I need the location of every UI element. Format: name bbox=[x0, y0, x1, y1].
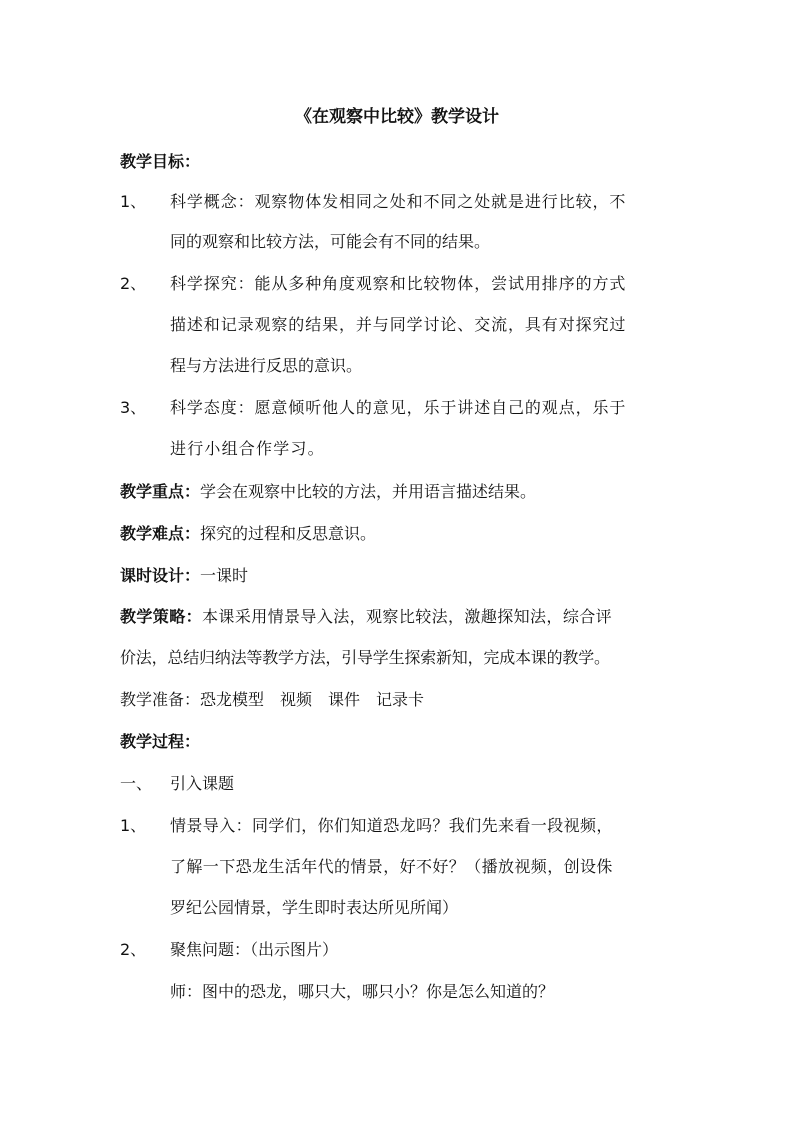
process-heading: 教学过程： bbox=[120, 732, 201, 751]
difficulty-label: 教学难点： bbox=[120, 524, 201, 543]
step-1-line-2: 了解一下恐龙生活年代的情景，好不好？（播放视频，创设侏 bbox=[170, 857, 613, 876]
objective-1-line-1: 科学概念：观察物体发相同之处和不同之处就是进行比较，不 bbox=[170, 192, 627, 211]
objective-2-line-2: 描述和记录观察的结果，并与同学讨论、交流，具有对探究过 bbox=[170, 315, 627, 334]
section-1-title: 引入课题 bbox=[170, 774, 235, 793]
strategy-line-1 bbox=[120, 605, 612, 629]
step-2-number: 2、 bbox=[120, 940, 147, 959]
section-1-number: 一、 bbox=[120, 774, 153, 793]
class-hours-text: 一课时 bbox=[200, 566, 249, 585]
preparation: 教学准备：恐龙模型 视频 课件 记录卡 bbox=[120, 690, 425, 709]
step-1-number: 1、 bbox=[120, 816, 147, 835]
strategy-text-1: 本课采用情景导入法，观察比较法，激趣探知法，综合评 bbox=[202, 607, 613, 626]
difficulty-text: 探究的过程和反思意识。 bbox=[200, 524, 377, 543]
step-2-line-2: 师：图中的恐龙，哪只大，哪只小？你是怎么知道的？ bbox=[170, 982, 555, 1001]
objective-2-line-1: 科学探究：能从多种角度观察和比较物体，尝试用排序的方式 bbox=[170, 274, 627, 293]
key-point bbox=[120, 480, 536, 504]
objective-2-number: 2、 bbox=[120, 274, 147, 293]
key-point-text: 学会在观察中比较的方法，并用语言描述结果。 bbox=[200, 482, 537, 501]
objective-1-number: 1、 bbox=[120, 192, 147, 211]
step-1-line-3: 罗纪公园情景，学生即时表达所见所闻） bbox=[170, 898, 459, 917]
step-2-line-1: 聚焦问题：（出示图片） bbox=[170, 940, 339, 959]
class-hours bbox=[120, 564, 248, 588]
step-1-line-1: 情景导入：同学们，你们知道恐龙吗？我们先来看一段视频， bbox=[170, 816, 613, 835]
objectives-heading: 教学目标： bbox=[120, 152, 201, 171]
objective-3-line-1: 科学态度：愿意倾听他人的意见，乐于讲述自己的观点，乐于 bbox=[170, 398, 627, 417]
key-point-label: 教学重点： bbox=[120, 482, 201, 501]
objective-2-line-3: 程与方法进行反思的意识。 bbox=[170, 356, 363, 375]
strategy-line-2: 价法，总结归纳法等教学方法，引导学生探索新知，完成本课的教学。 bbox=[120, 648, 610, 667]
class-hours-label: 课时设计： bbox=[120, 566, 201, 585]
document-title: 《在观察中比较》教学设计 bbox=[295, 107, 499, 127]
objective-1-line-2: 同的观察和比较方法，可能会有不同的结果。 bbox=[170, 232, 491, 251]
objective-3-line-2: 进行小组合作学习。 bbox=[170, 439, 325, 458]
strategy-label: 教学策略： bbox=[120, 607, 203, 626]
difficulty bbox=[120, 522, 376, 546]
objective-3-number: 3、 bbox=[120, 398, 147, 417]
